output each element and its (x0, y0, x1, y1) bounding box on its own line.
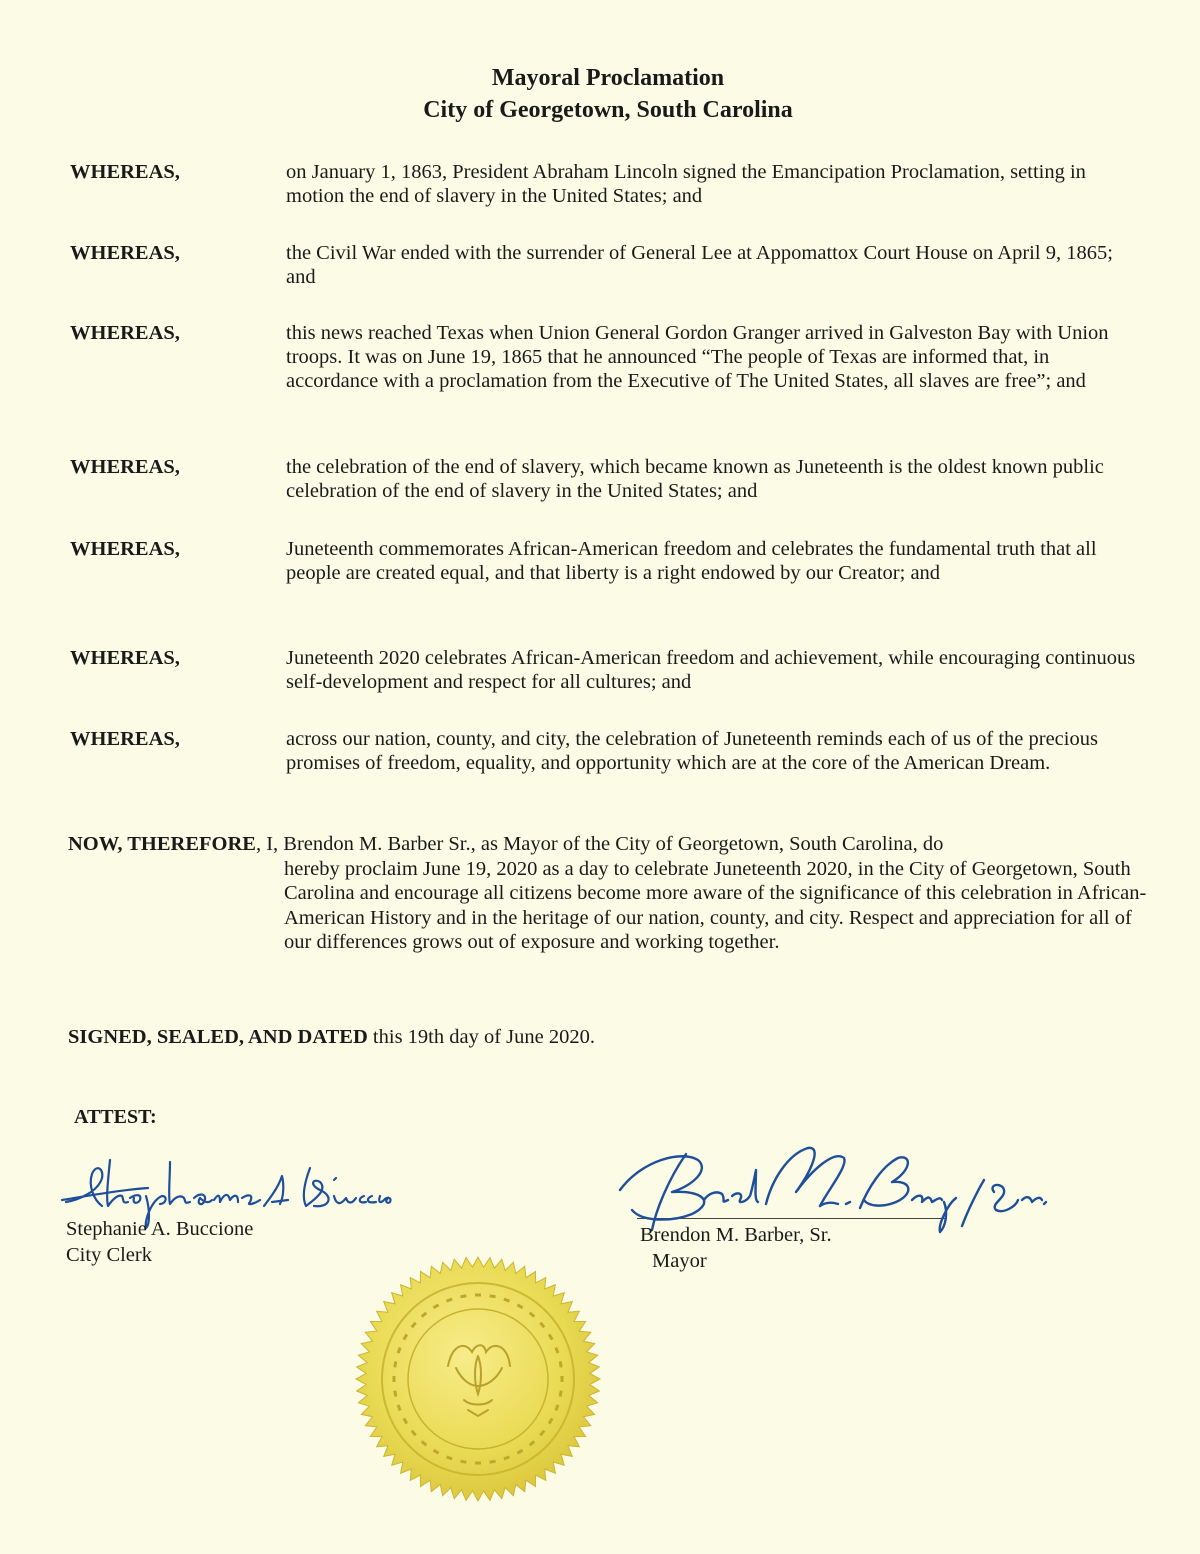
resolution-first-line: , I, Brendon M. Barber Sr., as Mayor of the City of Georgetown, South Carolina, do (255, 833, 944, 855)
attest-label: ATTEST: (74, 1106, 157, 1128)
clause-keyword: WHEREAS, (70, 647, 180, 669)
whereas-clause-3 (70, 321, 1140, 393)
clerk-name: Stephanie A. Buccione (66, 1218, 254, 1240)
whereas-clause-1 (70, 160, 1140, 208)
clause-keyword: WHEREAS, (70, 242, 180, 264)
whereas-clause-6 (70, 646, 1140, 694)
mayor-name: Brendon M. Barber, Sr. (640, 1224, 832, 1246)
resolution-paragraph (68, 832, 1148, 955)
clerk-block (66, 1216, 253, 1268)
gold-seal-icon (352, 1256, 604, 1502)
clause-keyword: WHEREAS, (70, 322, 180, 344)
clause-text: the Civil War ended with the surrender of General Lee at Appomattox Court House on April 9, 1865; and (286, 242, 1113, 288)
resolution-text: hereby proclaim June 19, 2020 as a day to celebrate Juneteenth 2020, in the City of Georgetown, South Carolina and encourage all citizens become more aware of the significance of this celebration in African-American History and in the heritage of our nation, county, and city. Respect and appreciation for all of our differences grows out of exposure and working together. (284, 857, 1147, 953)
signed-statement (68, 1026, 595, 1049)
resolution-keyword: NOW, THEREFORE (68, 833, 256, 855)
mayor-role: Mayor (652, 1250, 707, 1272)
clause-text: this news reached Texas when Union General Gordon Granger arrived in Galveston Bay with Union troops. It was on June 19, 1865 that he announced “The people of Texas are informed that, in accordance with a proclamation from the Executive of The United States, all slaves are free”; and (286, 322, 1109, 392)
clause-text: Juneteenth 2020 celebrates African-American freedom and achievement, while encouraging continuous self-development and respect for all cultures; and (286, 647, 1136, 693)
clause-keyword: WHEREAS, (70, 161, 180, 183)
signed-keyword: SIGNED, SEALED, AND DATED (68, 1026, 368, 1048)
clause-keyword: WHEREAS, (70, 728, 180, 750)
clause-text: the celebration of the end of slavery, which became known as Juneteenth is the oldest known public celebration of the end of slavery in the United States; and (286, 456, 1104, 502)
whereas-clause-7 (70, 727, 1140, 775)
whereas-clause-5 (70, 537, 1140, 585)
clause-keyword: WHEREAS, (70, 456, 180, 478)
document-title: Mayoral Proclamation (491, 65, 725, 91)
whereas-clause-4 (70, 455, 1140, 503)
document-subtitle: City of Georgetown, South Carolina (423, 97, 793, 123)
clause-text: Juneteenth commemorates African-American freedom and celebrates the fundamental truth that all people are created equal, and that liberty is a right endowed by our Creator; and (286, 538, 1097, 584)
whereas-clause-2 (70, 241, 1140, 289)
mayor-block (640, 1222, 832, 1274)
clause-text: across our nation, county, and city, the celebration of Juneteenth reminds each of us of the precious promises of freedom, equality, and opportunity which are at the core of the American Dream. (286, 728, 1098, 774)
signed-text: this 19th day of June 2020. (367, 1026, 595, 1048)
clause-text: on January 1, 1863, President Abraham Lincoln signed the Emancipation Proclamation, setting in motion the end of slavery in the United States; and (286, 161, 1086, 207)
clerk-role: City Clerk (66, 1244, 152, 1266)
clause-keyword: WHEREAS, (70, 538, 180, 560)
